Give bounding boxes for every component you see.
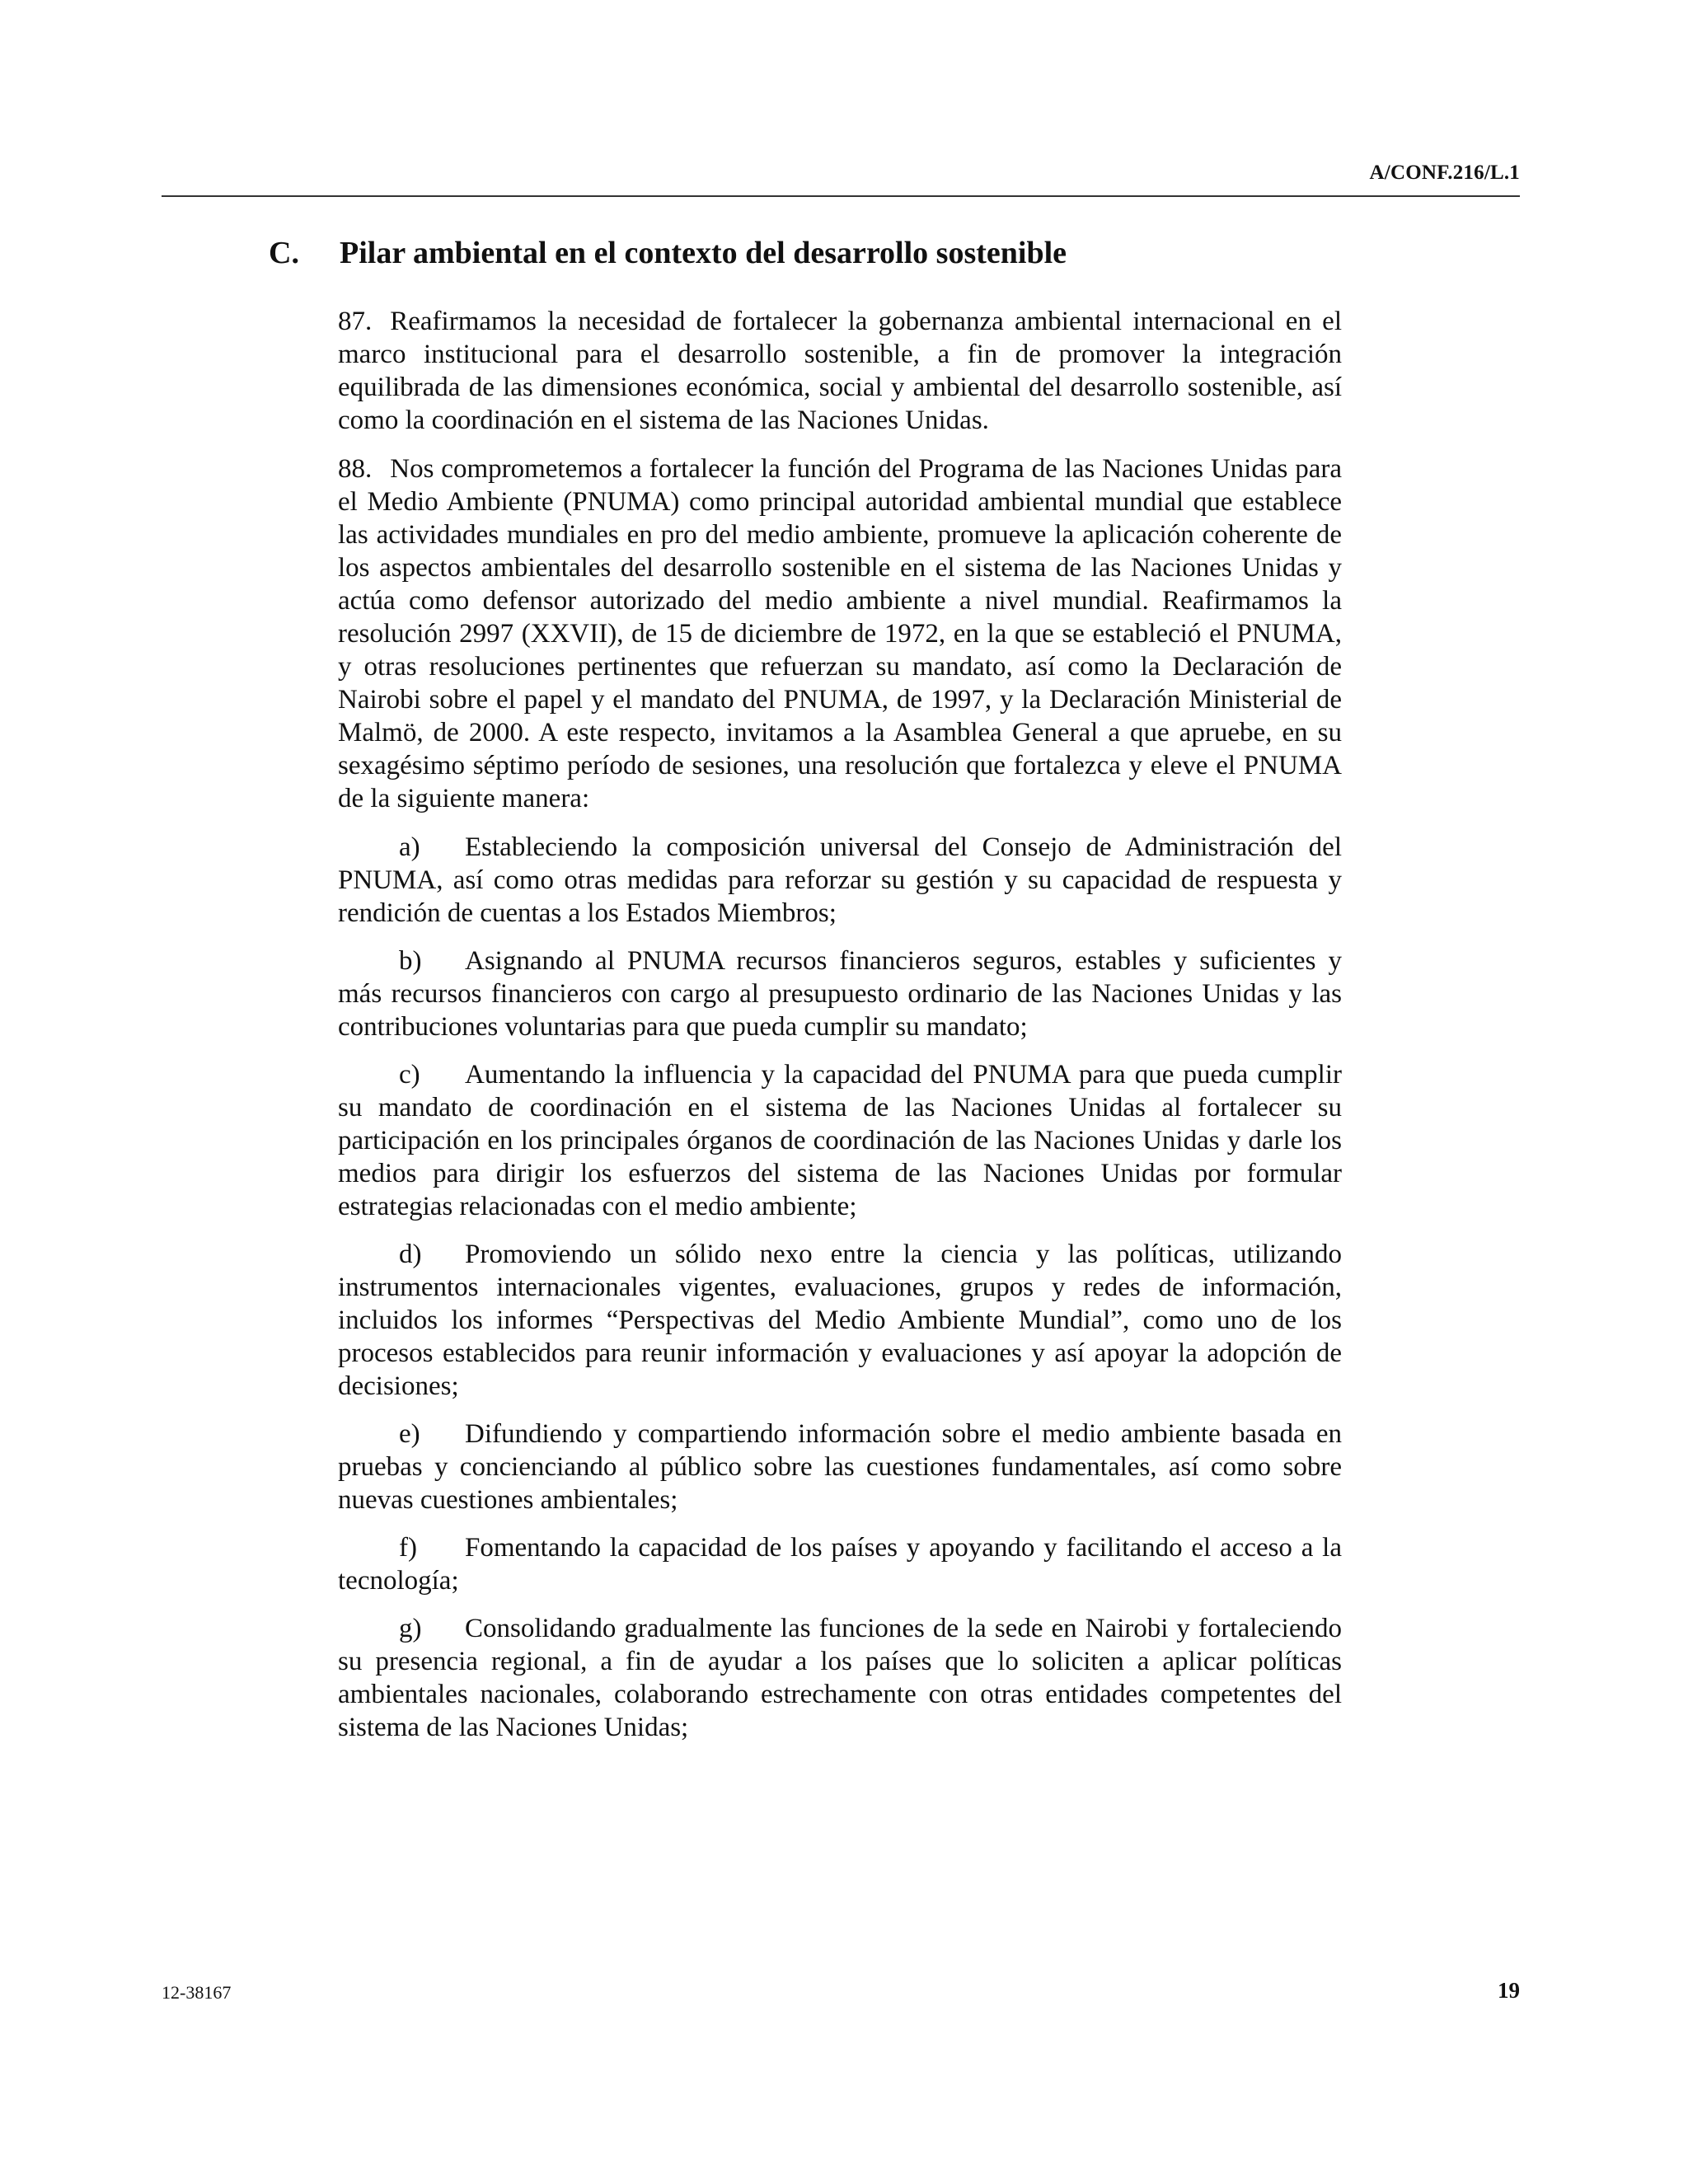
document-symbol: A/CONF.216/L.1 bbox=[1369, 162, 1520, 184]
subparagraph-letter: g) bbox=[399, 1614, 422, 1643]
subparagraph-letter: e) bbox=[399, 1419, 420, 1449]
header-rule bbox=[162, 195, 1520, 197]
paragraph-88 bbox=[338, 452, 1342, 815]
subparagraph-b bbox=[338, 944, 1342, 1043]
subparagraph-text: Estableciendo la composición universal del Consejo de Administración del PNUMA, así como otras medidas para reforzar su gestión y su capacidad de respuesta y rendición de cuentas a los Estados Miembros; bbox=[338, 832, 1342, 928]
subparagraph-letter: c) bbox=[399, 1060, 420, 1090]
subparagraph-letter: a) bbox=[399, 832, 420, 862]
subparagraph-letter: f) bbox=[399, 1533, 417, 1563]
subparagraph-f bbox=[338, 1531, 1342, 1597]
paragraph-text: Nos comprometemos a fortalecer la función del Programa de las Naciones Unidas para el Medio Ambiente (PNUMA) como principal autoridad ambiental mundial que establece las actividades mundiales en pro del medio ambiente, promueve la aplicación coherente de los aspectos ambientales del desarrollo sostenible en el sistema de las Naciones Unidas y actúa como defensor autorizado del medio ambiente a nivel mundial. Reafirmamos la resolución 2997 (XXVII), de 15 de diciembre de 1972, en la que se estableció el PNUMA, y otras resoluciones pertinentes que refuerzan su mandato, así como la Declaración de Nairobi sobre el papel y el mandato del PNUMA, de 1997, y la Declaración Ministerial de Malmö, de 2000. A este respecto, invitamos a la Asamblea General a que apruebe, en su sexagésimo séptimo período de sesiones, una resolución que fortalezca y eleve el PNUMA de la siguiente manera: bbox=[338, 454, 1342, 813]
subparagraph-g bbox=[338, 1612, 1342, 1744]
subparagraph-text: Difundiendo y compartiendo información sobre el medio ambiente basada en pruebas y concienciando al público sobre las cuestiones fundamentales, así como sobre nuevas cuestiones ambientales; bbox=[338, 1419, 1342, 1515]
subparagraph-d bbox=[338, 1238, 1342, 1403]
section-letter: C. bbox=[269, 236, 299, 270]
subparagraph-letter: b) bbox=[399, 946, 422, 976]
subparagraph-c bbox=[338, 1058, 1342, 1223]
subparagraph-a bbox=[338, 831, 1342, 930]
paragraph-number: 88. bbox=[338, 454, 373, 484]
paragraph-text: Reafirmamos la necesidad de fortalecer la gobernanza ambiental internacional en el marco institucional para el desarrollo sostenible, a fin de promover la integración equilibrada de las dimensiones económica, social y ambiental del desarrollo sostenible, así como la coordinación en el sistema de las Naciones Unidas. bbox=[338, 307, 1342, 435]
body-text bbox=[338, 305, 1342, 1759]
subparagraph-text: Asignando al PNUMA recursos financieros seguros, estables y suficientes y más recursos financieros con cargo al presupuesto ordinario de las Naciones Unidas y las contribuciones voluntarias para que pueda cumplir su mandato; bbox=[338, 946, 1342, 1042]
subparagraph-letter: d) bbox=[399, 1240, 422, 1269]
footer-page-number: 19 bbox=[1498, 1978, 1520, 2003]
section-heading bbox=[269, 235, 1067, 271]
subparagraph-e bbox=[338, 1418, 1342, 1516]
subparagraph-text: Promoviendo un sólido nexo entre la ciencia y las políticas, utilizando instrumentos internacionales vigentes, evaluaciones, grupos y redes de información, incluidos los informes “Perspectivas del Medio Ambiente Mundial”, como uno de los procesos establecidos para reunir información y evaluaciones y así apoyar la adopción de decisiones; bbox=[338, 1240, 1342, 1401]
footer-job-number: 12-38167 bbox=[162, 1982, 232, 2003]
subparagraph-text: Aumentando la influencia y la capacidad del PNUMA para que pueda cumplir su mandato de coordinación en el sistema de las Naciones Unidas al fortalecer su participación en los principales órganos de coordinación de las Naciones Unidas y darle los medios para dirigir los esfuerzos del sistema de las Naciones Unidas por formular estrategias relacionadas con el medio ambiente; bbox=[338, 1060, 1342, 1221]
section-title: Pilar ambiental en el contexto del desarrollo sostenible bbox=[340, 236, 1067, 270]
paragraph-87 bbox=[338, 305, 1342, 437]
subparagraph-text: Fomentando la capacidad de los países y apoyando y facilitando el acceso a la tecnología; bbox=[338, 1533, 1342, 1596]
paragraph-number: 87. bbox=[338, 307, 373, 336]
subparagraph-text: Consolidando gradualmente las funciones de la sede en Nairobi y fortaleciendo su presencia regional, a fin de ayudar a los países que lo soliciten a aplicar políticas ambientales nacionales, colaborando estrechamente con otras entidades competentes del sistema de las Naciones Unidas; bbox=[338, 1614, 1342, 1742]
